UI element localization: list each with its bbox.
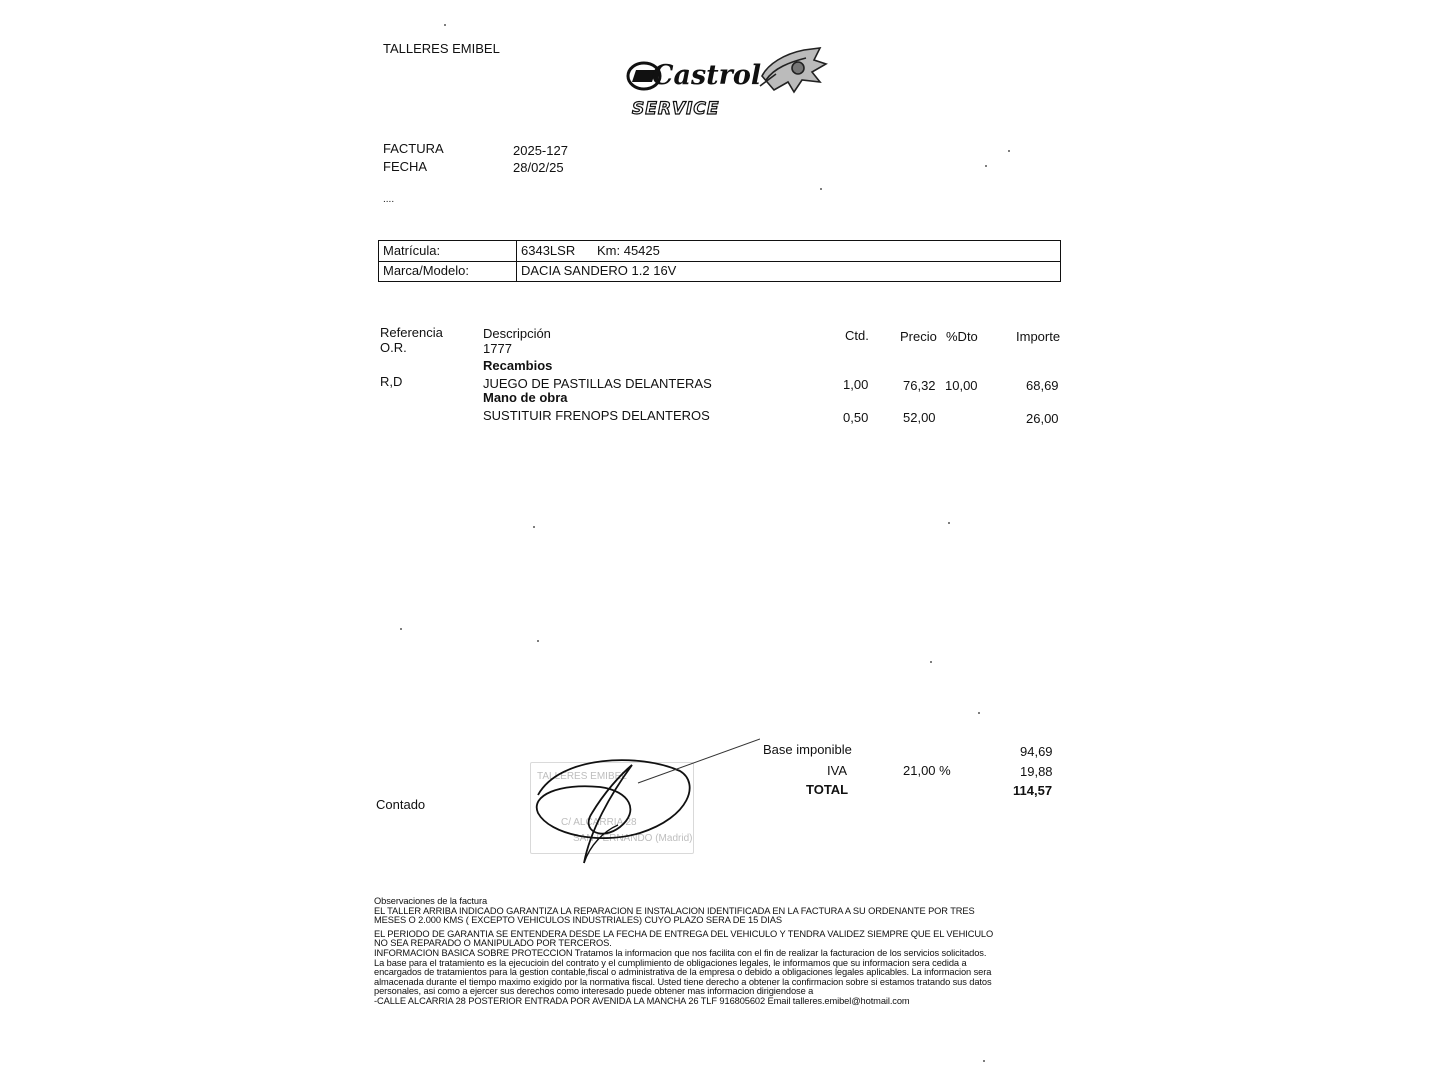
- factura-label: FACTURA: [383, 141, 444, 156]
- or-value: 1777: [483, 341, 512, 356]
- notes-line: INFORMACION BASICA SOBRE PROTECCION Tratamos la informacion que nos facilita con el fin de realizar la facturacion de los servicios solicitados.: [374, 947, 987, 958]
- notes-line: -CALLE ALCARRIA 28 POSTERIOR ENTRADA POR AVENIDA LA MANCHA 26 TLF 916805602 Email talleres.emibel@hotmail.com: [374, 995, 910, 1006]
- item-desc: JUEGO DE PASTILLAS DELANTERAS: [483, 376, 712, 391]
- scan-speck: [985, 165, 987, 167]
- scan-speck: [948, 522, 950, 524]
- item-ref: R,D: [380, 374, 403, 389]
- matricula-label: Matrícula:: [383, 243, 441, 258]
- vehicle-table: [378, 240, 1061, 282]
- section-recambios: Recambios: [483, 358, 553, 373]
- vehicle-row-marca: [379, 261, 1060, 281]
- item-desc: SUSTITUIR FRENOPS DELANTEROS: [483, 408, 710, 423]
- matricula-value: 6343LSR: [521, 243, 576, 258]
- notes-line: MESES O 2.000 KMS ( EXCEPTO VEHICULOS INDUSTRIALES) CUYO PLAZO SERA DE 15 DIAS: [374, 915, 782, 926]
- item-precio: 76,32: [903, 378, 936, 393]
- item-ctd: 0,50: [843, 410, 869, 425]
- notes-line: NO SEA REPARADO O MANIPULADO POR TERCEROS.: [374, 938, 612, 949]
- invoice-notes: [374, 897, 1054, 1007]
- payment-method: Contado: [376, 797, 426, 812]
- total-value: 114,57: [1013, 783, 1053, 798]
- scan-speck: [444, 24, 446, 26]
- signature-icon: [520, 735, 760, 875]
- logo-brand-text: Castrol: [652, 60, 762, 91]
- item-ctd: 1,00: [843, 377, 869, 392]
- scan-speck: [820, 188, 822, 190]
- col-header-descripcion: Descripción: [483, 326, 551, 341]
- col-header-dto: %Dto: [946, 329, 978, 344]
- col-header-precio: Precio: [900, 329, 937, 344]
- logo-tagline-text: SERVICE: [632, 99, 720, 119]
- base-imponible-value: 94,69: [1020, 744, 1053, 759]
- base-imponible-label: Base imponible: [763, 742, 852, 757]
- iva-percent: 21,00 %: [903, 763, 951, 778]
- scan-speck: [930, 661, 932, 663]
- km-value: Km: 45425: [597, 243, 660, 258]
- or-label: O.R.: [380, 340, 407, 355]
- fecha-label: FECHA: [383, 159, 428, 174]
- scan-speck: [537, 640, 539, 642]
- stamp-line-3: SAN FERNANDO (Madrid): [573, 833, 693, 844]
- col-header-referencia: Referencia: [380, 325, 443, 340]
- scan-speck: [533, 526, 535, 528]
- item-importe: 26,00: [1026, 411, 1059, 426]
- total-label: TOTAL: [806, 782, 849, 797]
- col-header-ctd: Ctd.: [845, 328, 869, 343]
- marca-value: DACIA SANDERO 1.2 16V: [521, 263, 677, 278]
- scan-speck: [978, 712, 980, 714]
- scan-speck: [983, 1060, 985, 1062]
- stamp-line-1: TALLERES EMIBEL: [537, 771, 627, 782]
- castrol-logo-icon: [622, 44, 832, 122]
- notes-line: EL TALLER ARRIBA INDICADO GARANTIZA LA REPARACION E INSTALACION IDENTIFICADA EN LA FACTURA A SU ORDENANTE POR TRES: [374, 905, 975, 916]
- notes-line: La base para el tratamiento es la ejecucioin del contrato y el cumplimiento de obligaciones legales, le informamos que su informacion sera cedida a: [374, 957, 967, 968]
- fecha-value: 28/02/25: [513, 160, 564, 175]
- notes-line: EL PERIODO DE GARANTIA SE ENTENDERA DESDE LA FECHA DE ENTREGA DEL VEHICULO Y TENDRA VALIDEZ SIEMPRE QUE EL VEHICULO: [374, 928, 994, 939]
- dots-text: ....: [383, 194, 395, 205]
- stamp-line-2: C/ ALCARRIA 28: [561, 817, 637, 828]
- item-importe: 68,69: [1026, 378, 1059, 393]
- marca-label: Marca/Modelo:: [383, 263, 469, 278]
- vehicle-row-matricula: [379, 241, 1060, 262]
- section-mano-de-obra: Mano de obra: [483, 390, 568, 405]
- company-name: TALLERES EMIBEL: [383, 41, 500, 56]
- notes-title: Observaciones de la factura: [374, 896, 488, 906]
- notes-line: encargados de tratamientos para la gestion contable,fiscal o administrativa de la empresa o debido a obligaciones legales aplicables. La informacion sera: [374, 967, 992, 978]
- item-dto: 10,00: [945, 378, 978, 393]
- notes-line: almacenada durante el tiempo maximo exigido por la normativa fiscal. Usted tiene derecho a obtener la confirmacion sobre si estamos tratando sus datos: [374, 976, 992, 987]
- iva-value: 19,88: [1020, 764, 1053, 779]
- factura-value: 2025-127: [513, 143, 568, 158]
- notes-line: personales, asi como a ejercer sus derechos como interesado puede obtener mas informacion dirigiendose a: [374, 986, 814, 997]
- col-header-importe: Importe: [1016, 329, 1061, 344]
- scan-speck: [1008, 150, 1010, 152]
- iva-label: IVA: [827, 763, 847, 778]
- item-precio: 52,00: [903, 410, 936, 425]
- scan-speck: [400, 628, 402, 630]
